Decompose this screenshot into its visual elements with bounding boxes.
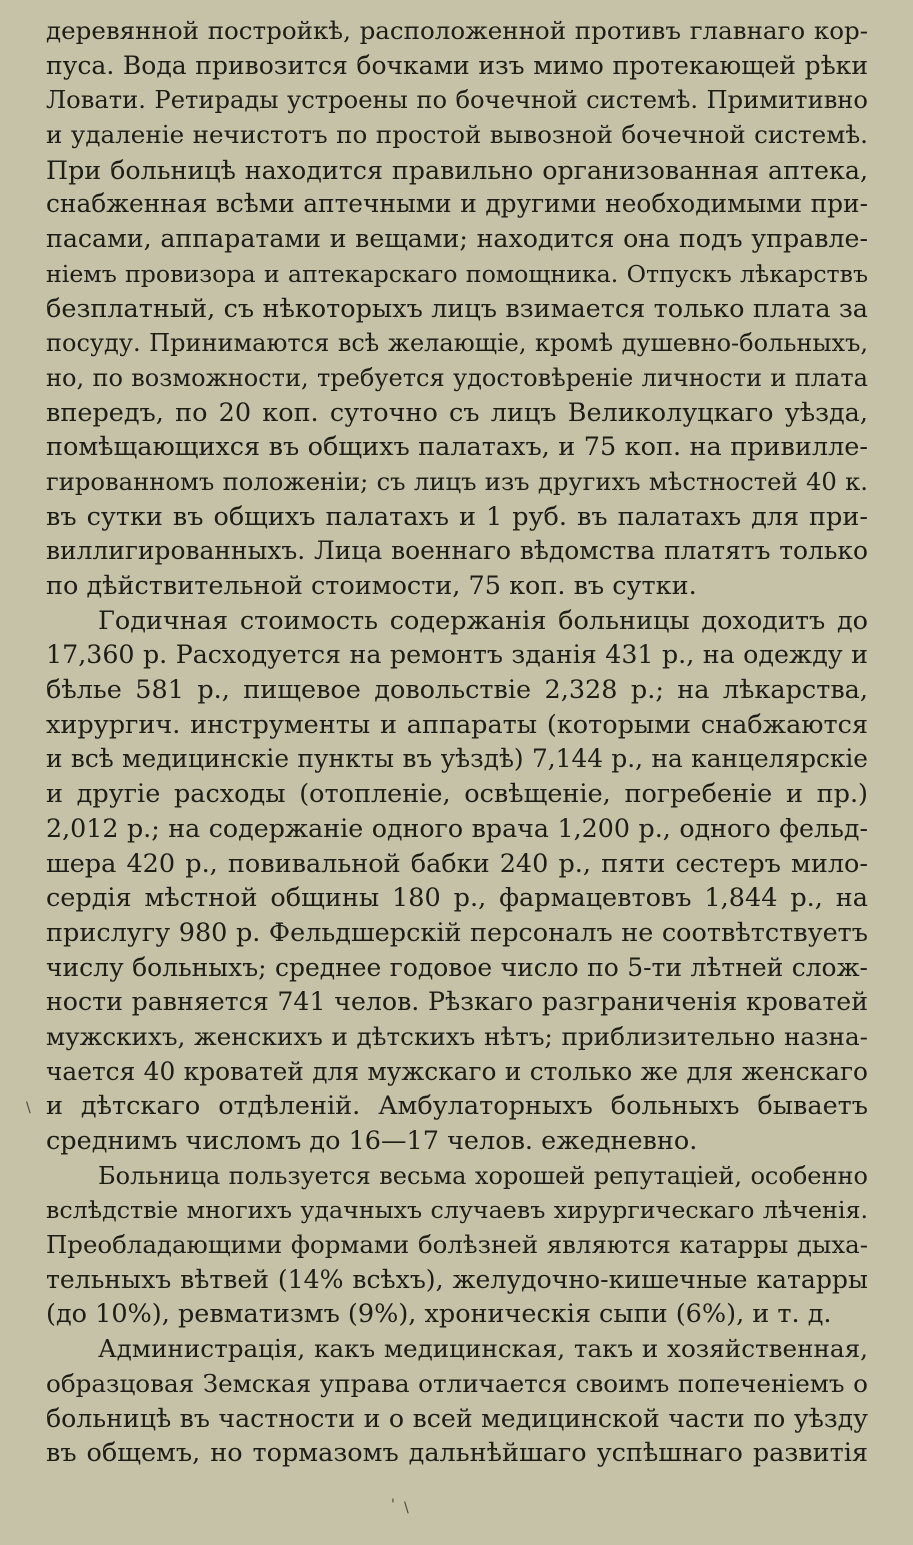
text-line: и другіе расходы (отопленіе, освѣщеніе, погребеніе и пр.) xyxy=(46,779,868,810)
text-line: чается 40 кроватей для мужскаго и столько же для женскаго xyxy=(46,1056,868,1086)
text-line: 2,012 р.; на содержаніе одного врача 1,200 р., одного фельд- xyxy=(46,813,868,843)
text-line: Ловати. Ретирады устроены по бочечной системѣ. Примитивно xyxy=(46,86,868,115)
text-line: посуду. Принимаются всѣ желающіе, кромѣ душевно-больныхъ, xyxy=(46,329,868,358)
text-line: ніемъ провизора и аптекарскаго помощника. Отпускъ лѣкарствъ xyxy=(46,259,868,288)
text-line: При больницѣ находится правильно организованная аптека, xyxy=(46,154,868,185)
text-line: и дѣтскаго отдѣленій. Амбулаторныхъ больныхъ бываетъ xyxy=(46,1091,868,1122)
text-line: гированномъ положеніи; съ лицъ изъ другихъ мѣстностей 40 к. xyxy=(46,466,868,496)
text-line: сердія мѣстной общины 180 р., фармацевтовъ 1,844 р., на xyxy=(46,883,868,914)
text-line: образцовая Земская управа отличается своимъ попеченіемъ о xyxy=(46,1368,868,1398)
text-line: снабженная всѣми аптечными и другими необходимыми при- xyxy=(46,189,868,219)
text-line: 17,360 р. Расходуется на ремонтъ зданія 431 р., на одежду и xyxy=(46,640,868,670)
text-line: прислугу 980 р. Фельдшерскій персоналъ не соотвѣтствуетъ xyxy=(46,917,868,948)
text-line: больницѣ въ частности и о всей медицинской части по уѣзду xyxy=(46,1403,868,1433)
text-line: пасами, аппаратами и вещами; находится она подъ управле- xyxy=(46,224,868,254)
text-line: Больница пользуется весьма хорошей репутаціей, особенно xyxy=(98,1161,868,1190)
text-line: ности равняется 741 челов. Рѣзкаго разграниченія кроватей xyxy=(46,987,868,1017)
text-line: шера 420 р., повивальной бабки 240 р., пяти сестеръ мило- xyxy=(46,848,868,879)
text-line: и удаленіе нечистотъ по простой вывозной бочечной системѣ. xyxy=(46,120,868,150)
text-line: хирургич. инструменты и аппараты (которыми снабжаются xyxy=(46,709,868,740)
body-text xyxy=(46,14,868,1471)
paper-speck: \ xyxy=(404,1500,409,1516)
text-line: деревянной постройкѣ, расположенной противъ главнаго кор- xyxy=(46,16,868,45)
paper-speck: ' xyxy=(391,1497,395,1513)
text-line: бѣлье 581 р., пищевое довольствіе 2,328 р.; на лѣкарства, xyxy=(46,675,868,706)
text-line: но, по возможности, требуется удостовѣреніе личности и плата xyxy=(46,363,868,392)
text-line: помѣщающихся въ общихъ палатахъ, и 75 коп. на привилле- xyxy=(46,432,868,463)
text-line: въ сутки въ общихъ палатахъ и 1 руб. въ палатахъ для при- xyxy=(46,501,868,532)
text-line: (до 10%), ревматизмъ (9%), хроническія сыпи (6%), и т. д. xyxy=(46,1299,832,1330)
text-line: Администрація, какъ медицинская, такъ и хозяйственная, xyxy=(98,1334,868,1364)
text-line: по дѣйствительной стоимости, 75 коп. въ сутки. xyxy=(46,571,697,601)
text-line: числу больныхъ; среднее годовое число по 5-ти лѣтней слож- xyxy=(46,952,868,982)
text-line: впередъ, по 20 коп. суточно съ лицъ Великолуцкаго уѣзда, xyxy=(46,397,868,428)
text-line: пуса. Вода привозится бочками изъ мимо протекающей рѣки xyxy=(46,50,868,80)
text-line: вслѣдствіе многихъ удачныхъ случаевъ хирургическаго лѣченія. xyxy=(46,1196,868,1225)
text-line: виллигированныхъ. Лица военнаго вѣдомства платятъ только xyxy=(46,536,868,566)
text-line: въ общемъ, но тормазомъ дальнѣйшаго успѣшнаго развитія xyxy=(46,1438,868,1469)
paper-speck: \ xyxy=(26,1100,31,1116)
text-line: мужскихъ, женскихъ и дѣтскихъ нѣтъ; приблизительно назна- xyxy=(46,1021,868,1051)
text-line: и всѣ медицинскіе пункты въ уѣздѣ) 7,144 р., на канцелярскіе xyxy=(46,744,868,774)
text-line: Преобладающими формами болѣзней являются катарры дыха- xyxy=(46,1230,868,1260)
text-line: безплатный, съ нѣкоторыхъ лицъ взимается только плата за xyxy=(46,293,868,324)
text-line: Годичная стоимость содержанія больницы доходитъ до xyxy=(98,605,868,636)
text-line: среднимъ числомъ до 16—17 челов. ежедневно. xyxy=(46,1126,698,1156)
text-line: тельныхъ вѣтвей (14% всѣхъ), желудочно-кишечные катарры xyxy=(46,1264,868,1294)
